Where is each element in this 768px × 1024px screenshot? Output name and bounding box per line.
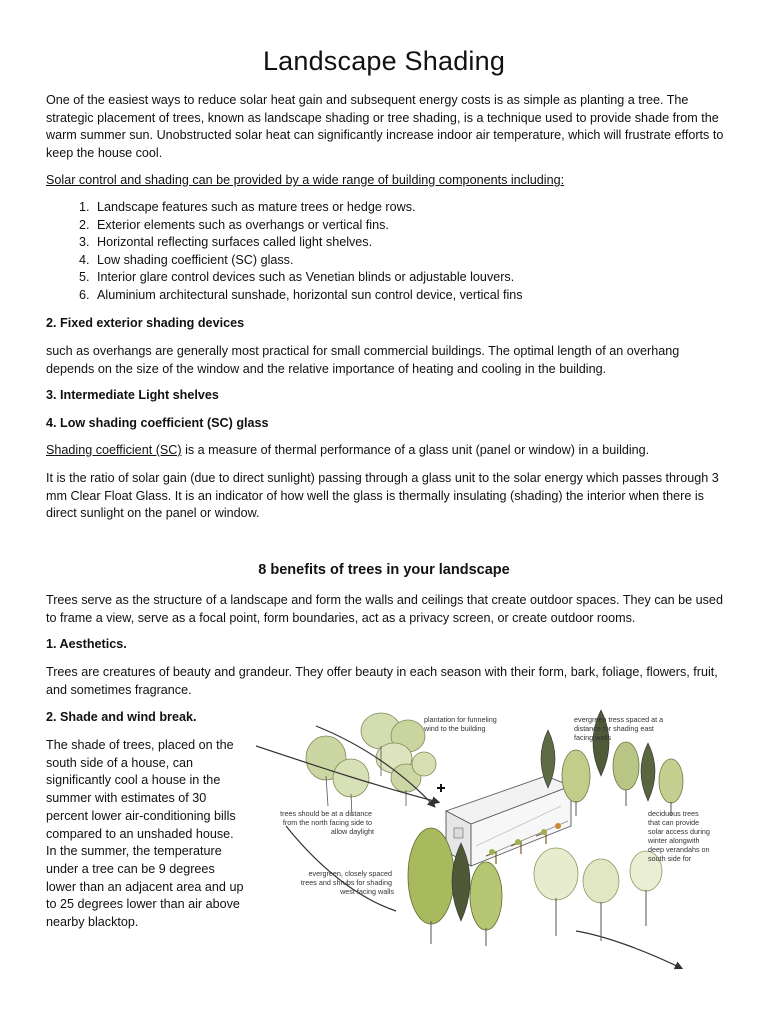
- landscape-shading-illustration: [256, 706, 716, 976]
- sc-definition-text: is a measure of thermal performance of a glass unit (panel or window) in a building.: [181, 443, 650, 457]
- sc-definition: [46, 442, 726, 460]
- fixed-shading-heading: 2. Fixed exterior shading devices: [46, 316, 245, 330]
- sc-term: Shading coefficient (SC): [46, 443, 182, 457]
- sc-explanation: It is the ratio of solar gain (due to direct sunlight) passing through a glass unit to the solar energy which passes through 3 mm Clear Float Glass. It is an indicator of how well the glass is thermally insulating (shading) the interior when there is direct sunlight on the panel or window.: [46, 471, 719, 521]
- list-item: 2. Exterior elements such as overhangs or vertical fins.: [93, 217, 753, 235]
- label-west: evergreen, closely spaced trees and shrubs for shading west facing walls: [300, 869, 394, 896]
- sc-glass-heading: 4. Low shading coefficient (SC) glass: [46, 416, 269, 430]
- shade-text: The shade of trees, placed on the south side of a house, can significantly cool a house in the summer with estimates of 30 percent lower air-conditioning bills compared to an unshaded house. In the summer, the temperature under a tree can be 9 degrees lower than an adjacent area and up to 25 degrees lower than air above nearby blacktop.: [46, 738, 244, 930]
- aesthetics-text: Trees are creatures of beauty and grandeur. They offer beauty in each season with their form, bark, foliage, flowers, fruit, and sometimes fragrance.: [46, 665, 718, 697]
- list-item: 6. Aluminium architectural sunshade, horizontal sun control device, vertical fins: [93, 287, 753, 305]
- benefits-heading: 8 benefits of trees in your landscape: [258, 562, 510, 578]
- label-funnel: plantation for funneling wind to the building: [424, 715, 497, 733]
- aesthetics-heading: 1. Aesthetics.: [46, 637, 127, 651]
- list-item: 1. Landscape features such as mature trees or hedge rows.: [93, 199, 753, 217]
- shade-heading: 2. Shade and wind break.: [46, 710, 197, 724]
- light-shelves-heading: 3. Intermediate Light shelves: [46, 388, 219, 402]
- list-item: 3. Horizontal reflecting surfaces called light shelves.: [93, 234, 753, 252]
- label-deciduous: deciduous trees that can provide solar access during winter alongwith deep verandahs on south side for: [648, 809, 710, 863]
- label-north: trees should be at a distance from the north facing side to allow daylight: [280, 809, 374, 836]
- components-list: [46, 199, 753, 305]
- fixed-shading-text: such as overhangs are generally most practical for small commercial buildings. The optimal length of an overhang depends on the size of the window and the relative importance of heating and cooling in the building.: [46, 344, 680, 376]
- list-item: 4. Low shading coefficient (SC) glass.: [93, 252, 753, 270]
- components-heading: Solar control and shading can be provided by a wide range of building components including:: [46, 173, 565, 187]
- funnel-trees: [306, 713, 436, 816]
- intro-paragraph: One of the easiest ways to reduce solar heat gain and subsequent energy costs is as simple as planting a tree. The strategic placement of trees, known as landscape shading or tree shading, is a technique used to provide shade from the warm summer sun. Unobstructed solar heat can significantly increase indoor air temperature, which will frustrate efforts to keep the house cool.: [46, 93, 724, 160]
- list-item: 5. Interior glare control devices such as Venetian blinds or adjustable louvers.: [93, 269, 753, 287]
- label-evergreen-east: evergreen tress spaced at a distance for shading east facing walls: [574, 715, 664, 742]
- deciduous-trees: [534, 848, 662, 941]
- page-title: Landscape Shading: [262, 46, 506, 76]
- benefits-intro: Trees serve as the structure of a landscape and form the walls and ceilings that create outdoor spaces. They can be used to frame a view, serve as a focal point, form boundaries, act as a privacy screen, or create outdoor rooms.: [46, 593, 723, 625]
